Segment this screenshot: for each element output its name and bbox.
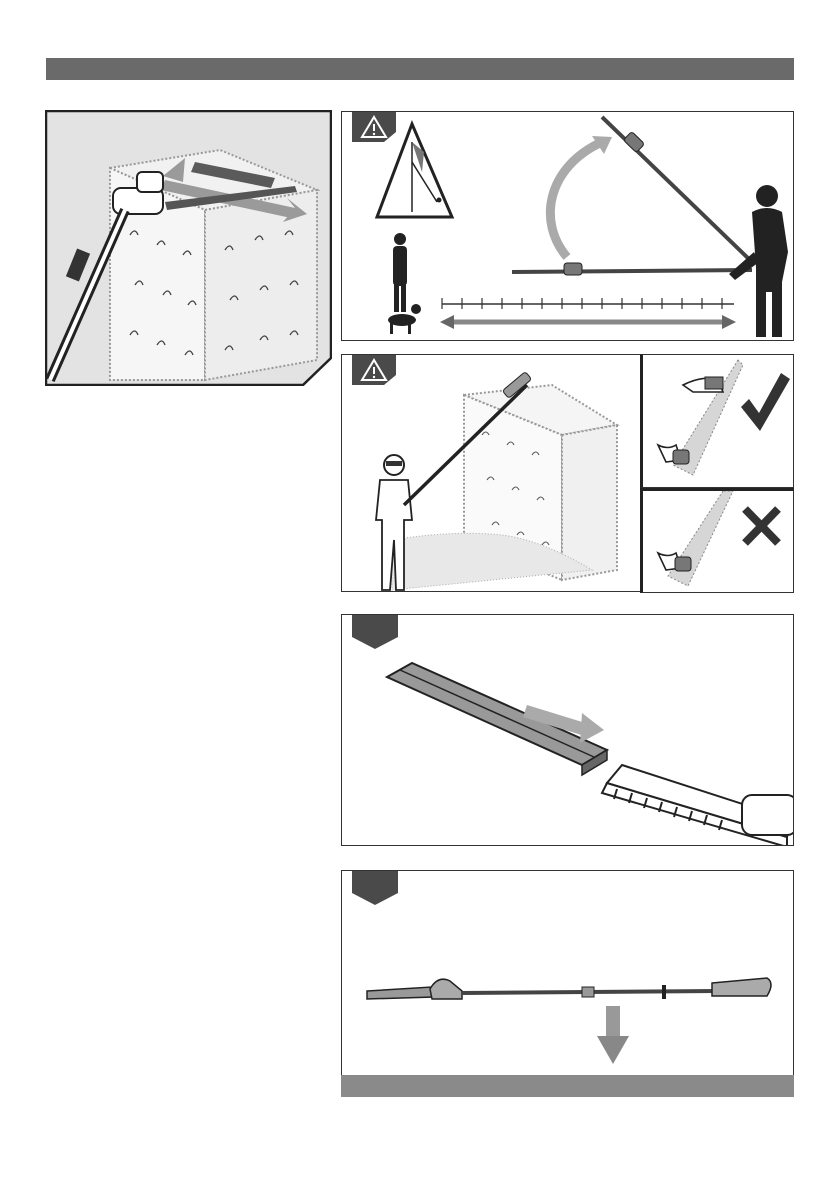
header-bar [46,58,794,80]
figure-storage [341,870,794,1097]
checkmark-icon [741,373,790,431]
arrow-down-icon [597,1006,629,1064]
x-mark-icon [745,509,778,543]
figure-operating-position [341,354,641,592]
figure-safety-distance [341,111,794,341]
figure-blade-cover [341,614,794,846]
footer-bar [341,1075,794,1097]
figure-incorrect-grip [640,488,794,593]
figure-hedge-trimming [45,110,332,386]
figure-correct-grip [640,354,794,488]
